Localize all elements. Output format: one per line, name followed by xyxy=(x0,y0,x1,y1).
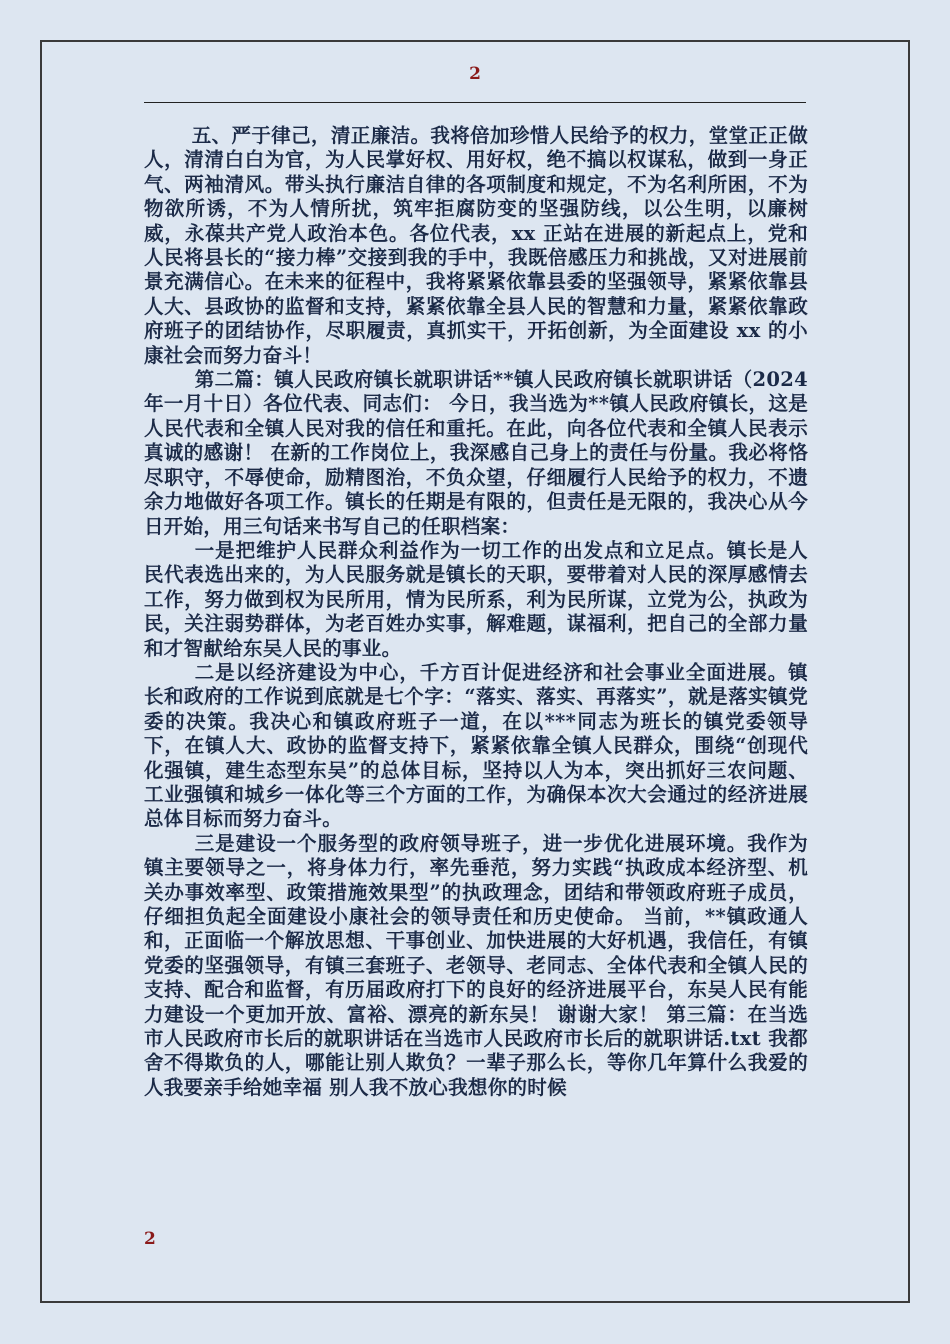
paragraph: 一是把维护人民群众利益作为一切工作的出发点和立足点。镇长是人民代表选出来的，为人民服务就是镇长的天职，要带着对人民的深厚感情去工作，努力做到权为民所用，情为民所系，利为民所谋，立党为公，执政为民，关注弱势群体，为老百姓办实事，解难题，谋福利，把自己的全部力量和才智献给东吴人民的事业。 xyxy=(144,538,808,660)
paragraph: 第二篇：镇人民政府镇长就职讲话**镇人民政府镇长就职讲话（2024 年一月十日）各位代表、同志们： 今日，我当选为**镇人民政府镇长，这是人民代表和全镇人民对我的信任和重托。在此，向各位代表和全镇人民表示真诚的感谢！ 在新的工作岗位上，我深感自己身上的责任与份量。我必将恪尽职守，不辱使命，励精图治，不负众望，仔细履行人民给予的权力，不遗余力地做好各项工作。镇长的任期是有限的，但责任是无限的，我决心从今日开始，用三句话来书写自己的任职档案： xyxy=(144,368,808,538)
paragraph: 五、严于律己，清正廉洁。我将倍加珍惜人民给予的权力，堂堂正正做人，清清白白为官，为人民掌好权、用好权，绝不搞以权谋私，做到一身正气、两袖清风。带头执行廉洁自律的各项制度和规定，不为名利所困，不为物欲所诱，不为人情所扰，筑牢拒腐防变的坚强防线，以公生明，以廉树威，永葆共产党人政治本色。各位代表，xx 正站在进展的新起点上，党和人民将县长的“接力棒”交接到我的手中，我既倍感压力和挑战，又对进展前景充满信心。在未来的征程中，我将紧紧依靠县委的坚强领导，紧紧依靠县人大、县政协的监督和支持，紧紧依靠全县人民的智慧和力量，紧紧依靠政府班子的团结协作，尽职履责，真抓实干，开拓创新，为全面建设 xx 的小康社会而努力奋斗！ xyxy=(144,124,808,367)
header-page-number: 2 xyxy=(469,64,481,84)
header-divider xyxy=(144,102,806,103)
footer-page-number: 2 xyxy=(144,1229,156,1249)
paragraph: 二是以经济建设为中心，千方百计促进经济和社会事业全面进展。镇长和政府的工作说到底就是七个字：“落实、落实、再落实”，就是落实镇党委的决策。我决心和镇政府班子一道，在以***同志为班长的镇党委领导下，在镇人大、政协的监督支持下，紧紧依靠全镇人民群众，围绕“创现代化强镇，建生态型东吴”的总体目标，坚持以人为本，突出抓好三农问题、工业强镇和城乡一体化等三个方面的工作，为确保本次大会通过的经济进展总体目标而努力奋斗。 xyxy=(144,660,808,831)
paragraph: 三是建设一个服务型的政府领导班子，进一步优化进展环境。我作为镇主要领导之一，将身体力行，率先垂范，努力实践“执政成本经济型、机关办事效率型、政策措施效果型”的执政理念，团结和带领政府班子成员，仔细担负起全面建设小康社会的领导责任和历史使命。 当前，**镇政通人和，正面临一个解放思想、干事创业、加快进展的大好机遇，我信任，有镇党委的坚强领导，有镇三套班子、老领导、老同志、全体代表和全镇人民的支持、配合和监督，有历届政府打下的良好的经济进展平台，东吴人民有能力建设一个更加开放、富裕、漂亮的新东吴！ 谢谢大家！ 第三篇：在当选市人民政府市长后的就职讲话在当选市人民政府市长后的就职讲话.txt 我都舍不得欺负的人，哪能让别人欺负？一辈子那么长，等你几年算什么我爱的人我要亲手给她幸福 别人我不放心我想你的时候 xyxy=(144,831,808,1099)
document-body xyxy=(144,124,808,1100)
